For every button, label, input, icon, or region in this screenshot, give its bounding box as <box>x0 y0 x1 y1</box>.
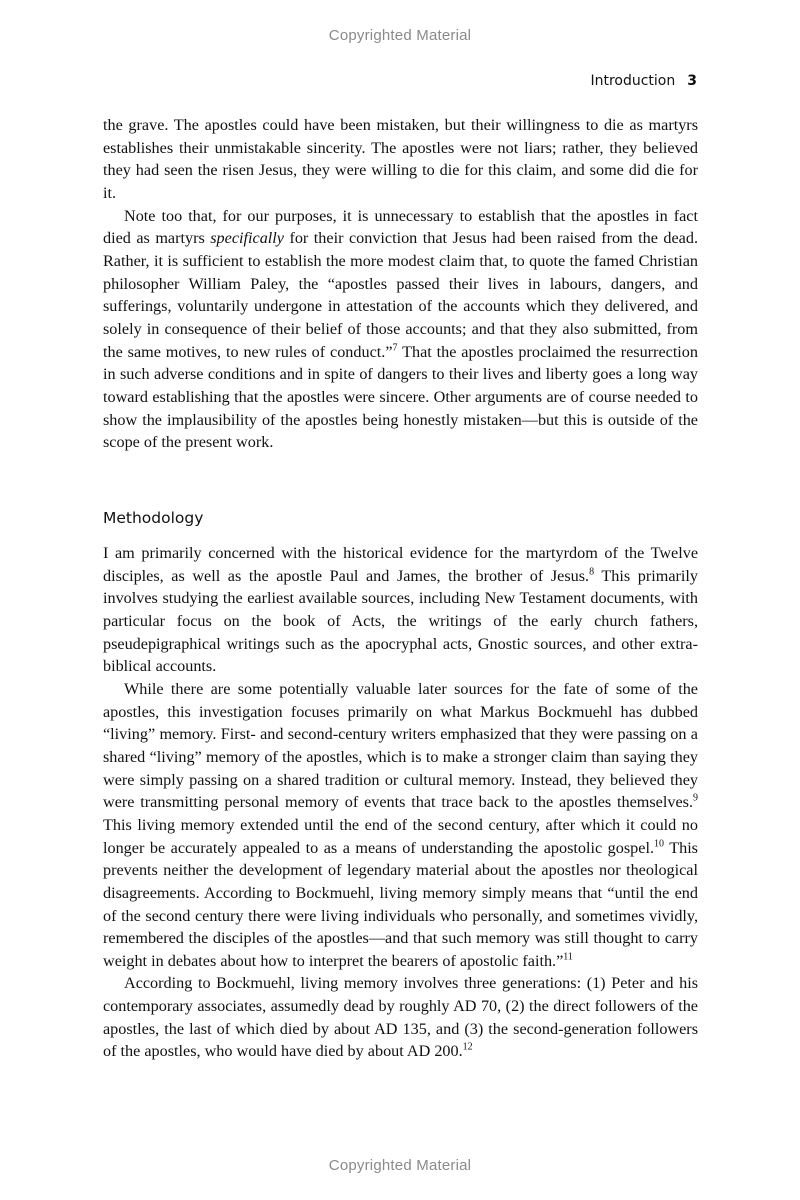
copyright-watermark-bottom: Copyrighted Material <box>328 1157 472 1174</box>
paragraph-text: for their conviction that Jesus had been raised from the dead. Rather, it is sufficient to establish the more modest claim that, to quote the famed Christian philosopher William Paley, the “apostles passed their lives in labours, dangers, and sufferings, voluntarily undergone in attestation of the accounts which they delivered, and solely in consequence of their belief of those accounts; and that they also submitted, from the same motives, to new rules of conduct.” <box>103 229 698 361</box>
copyright-watermark-top: Copyrighted Material <box>328 27 472 44</box>
paragraph-text: This living memory extended until the end of the second century, after which it could no longer be accurately appealed to as a means of understanding the apostolic gospel. <box>103 815 698 857</box>
paragraph-text: According to Bockmuehl, living memory involves three generations: (1) Peter and his contemporary associates, assumedly dead by roughly AD 70, (2) the direct followers of the apostles, the last of which died by about AD 135, and (3) the second-generation followers of the apostles, who would have died by about AD 200. <box>103 974 698 1061</box>
paragraph-text: Note too that, for our purposes, it is unnecessary to establish that the apostles in fact died as martyrs <box>103 206 698 248</box>
paragraph: the grave. The apostles could have been mistaken, but their willingness to die as martyrs establishes their unmistakable sincerity. The apostles were not liars; rather, they believed they had seen the risen Jesus, they were willing to die for this claim, and some did die for it. <box>103 116 698 202</box>
paragraph-text: That the apostles proclaimed the resurrection in such adverse conditions and in spite of dangers to their lives and liberty goes a long way toward establishing that the apostles were sincere. Other arguments are of course needed to show the implausibility of the apostles being honestly mistaken—but this is outside of the scope of the present work. <box>103 342 698 452</box>
paragraph <box>103 205 698 454</box>
page-number: 3 <box>687 73 697 89</box>
paragraph-text: This prevents neither the development of legendary material about the apostles nor theological disagreements. According to Bockmuehl, living memory simply means that “until the end of the second century there were living individuals who personally, and sometimes vividly, remembered the disciples of the apostles—and that such memory was still thought to carry weight in debates about how to interpret the bearers of apostolic faith.” <box>103 838 698 970</box>
footnote-ref[interactable]: 9 <box>693 792 698 804</box>
paragraph-text: While there are some potentially valuable later sources for the fate of some of the apostles, this investigation focuses primarily on what Markus Bockmuehl has dubbed “living” memory. First- and second-century writers emphasized that they were passing on a shared “living” memory of the apostles, which is to make a stronger claim than saying they were simply passing on a shared tradition or cultural memory. Instead, they believed they were transmitting personal memory of events that trace back to the apostles themselves. <box>103 679 698 812</box>
paragraph <box>103 542 698 678</box>
paragraph-text: I am primarily concerned with the historical evidence for the martyrdom of the Twelve disciples, as well as the apostle Paul and James, the brother of Jesus. <box>103 544 698 585</box>
footnote-ref[interactable]: 8 <box>589 566 595 578</box>
footnote-ref[interactable]: 12 <box>462 1042 473 1054</box>
running-head-section: Introduction <box>590 73 676 89</box>
section-heading: Methodology <box>103 509 204 527</box>
paragraph <box>103 678 698 973</box>
paragraph-text: This primarily involves studying the earliest available sources, including New Testament documents, with particular focus on the book of Acts, the writings of the early church fathers, pseudepigraphical writings such as the apocryphal acts, Gnostic sources, and other extra-biblical accounts. <box>103 566 698 676</box>
paragraph <box>103 972 698 1063</box>
footnote-ref[interactable]: 7 <box>392 342 398 354</box>
running-head <box>590 73 697 89</box>
footnote-ref[interactable]: 11 <box>563 951 573 963</box>
body-text-intro <box>103 114 698 454</box>
emphasis: specifically <box>210 229 284 248</box>
footnote-ref[interactable]: 10 <box>654 838 664 850</box>
body-text-methodology <box>103 542 698 1063</box>
